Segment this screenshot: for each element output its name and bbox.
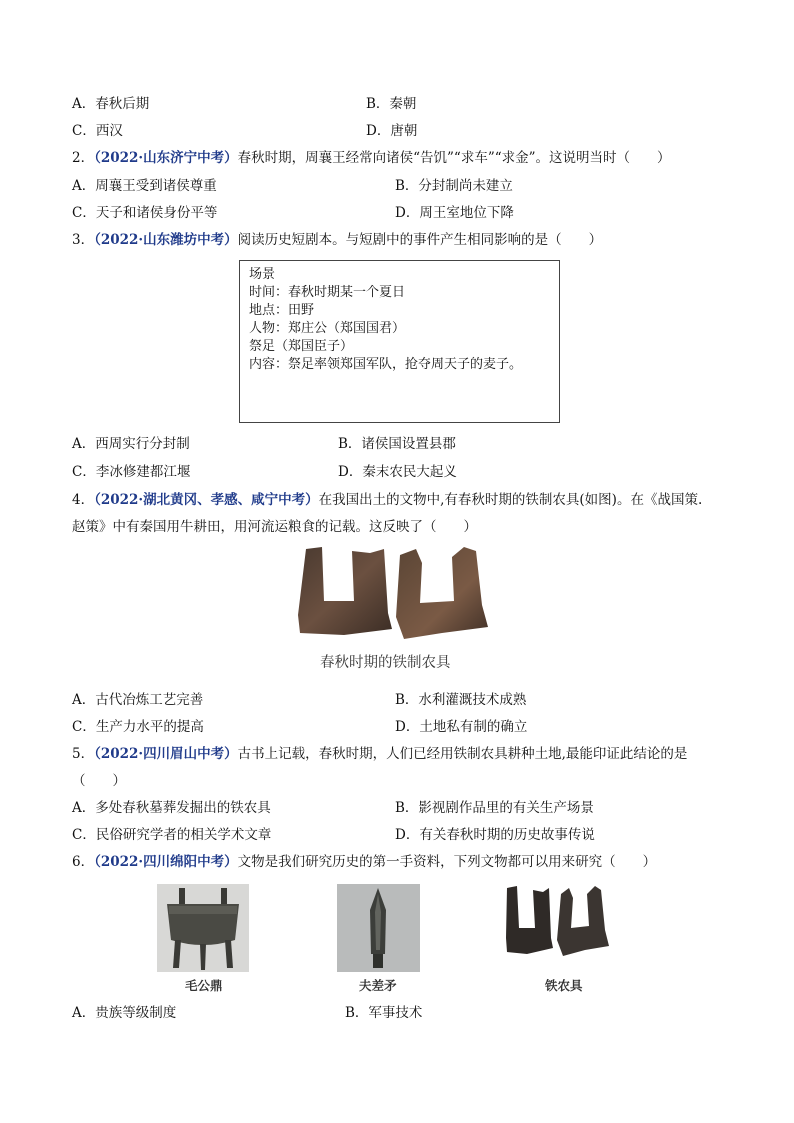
q2-number: 2． <box>72 150 95 166</box>
q1-option-a: A．春秋后期 <box>72 96 150 112</box>
q4-stem-line-2: 赵策》中有秦国用牛耕田，用河流运粮食的记载。这反映了（ ） <box>72 519 477 535</box>
q2-option-b: B．分封制尚未建立 <box>395 178 513 194</box>
scene-content: 内容：祭足率领郑国军队，抢夺周天子的麦子。 <box>249 357 523 372</box>
q6-caption-tools: 铁农具 <box>545 978 583 993</box>
q2-option-d: D．周王室地位下降 <box>395 205 514 221</box>
iron-tools-image <box>292 543 507 643</box>
q3-stem-line <box>72 230 602 250</box>
q6-stem-line <box>72 852 656 872</box>
q3-option-d: D．秦末农民大起义 <box>338 464 457 480</box>
q5-option-a: A．多处春秋墓葬发掘出的铁农具 <box>72 800 271 816</box>
q1-option-c: C．西汉 <box>72 123 123 139</box>
q4-source: （2022·湖北黄冈、孝感、咸宁中考） <box>94 492 319 508</box>
q3-scene-box <box>239 260 560 423</box>
q6-option-a: A．贵族等级制度 <box>72 1005 177 1021</box>
q2-option-c: C．天子和诸侯身份平等 <box>72 205 218 221</box>
q2-stem: 春秋时期，周襄王经常向诸侯“告饥”“求车”“求金”。这说明当时（ ） <box>237 150 671 166</box>
q3-option-a: A．西周实行分封制 <box>72 436 190 452</box>
q3-option-c: C．李冰修建都江堰 <box>72 464 191 480</box>
q4-image-caption: 春秋时期的铁制农具 <box>320 655 451 671</box>
q5-option-d: D．有关春秋时期的历史故事传说 <box>395 827 595 843</box>
q4-option-b: B．水利灌溉技术成熟 <box>395 692 527 708</box>
scene-people: 人物：郑庄公（郑国国君） <box>249 321 406 336</box>
scene-people-2: 祭足（郑国臣子） <box>249 339 354 354</box>
q2-option-a: A．周襄王受到诸侯尊重 <box>72 178 217 194</box>
q5-option-b: B．影视剧作品里的有关生产场景 <box>395 800 594 816</box>
q5-stem-line-1 <box>72 744 687 764</box>
q4-option-c: C．生产力水平的提高 <box>72 719 204 735</box>
scene-time: 时间：春秋时期某一个夏日 <box>249 285 406 300</box>
q6-stem: 文物是我们研究历史的第一手资料，下列文物都可以用来研究（ ） <box>237 854 657 870</box>
q4-option-d: D．土地私有制的确立 <box>395 719 528 735</box>
mao-gong-ding-image <box>157 884 249 972</box>
scene-place: 地点：田野 <box>249 303 315 318</box>
q6-option-b: B．军事技术 <box>345 1005 423 1021</box>
q4-number: 4． <box>72 492 95 508</box>
q3-number: 3． <box>72 232 95 248</box>
q3-option-b: B．诸侯国设置县郡 <box>338 436 456 452</box>
q5-number: 5． <box>72 746 95 762</box>
q4-stem-1: 在我国出土的文物中,有春秋时期的铁制农具(如图)。在《战国策. <box>318 492 703 508</box>
iron-farm-tools-image <box>503 884 613 958</box>
q4-stem-line-1 <box>72 490 702 510</box>
q5-stem-line-2: （ ） <box>72 773 126 789</box>
iron-tool-left <box>298 547 392 635</box>
q5-stem-1: 古书上记载，春秋时期，人们已经用铁制农具耕种土地,最能印证此结论的是 <box>237 746 688 762</box>
q1-option-b: B．秦朝 <box>366 96 417 112</box>
q6-source: （2022·四川绵阳中考） <box>94 854 238 870</box>
q5-source: （2022·四川眉山中考） <box>94 746 238 762</box>
fu-chai-spear-image <box>337 884 420 972</box>
q3-source: （2022·山东潍坊中考） <box>94 232 238 248</box>
q2-stem-line <box>72 148 671 168</box>
q6-number: 6． <box>72 854 95 870</box>
q2-source: （2022·山东济宁中考） <box>94 150 238 166</box>
q4-option-a: A．古代冶炼工艺完善 <box>72 692 204 708</box>
q6-caption-ding: 毛公鼎 <box>185 978 223 993</box>
q3-stem: 阅读历史短剧本。与短剧中的事件产生相同影响的是（ ） <box>237 232 603 248</box>
q1-option-d: D．唐朝 <box>366 123 418 139</box>
scene-title: 场景 <box>249 267 276 282</box>
q6-caption-spear: 夫差矛 <box>359 978 397 993</box>
iron-tool-right <box>396 547 488 639</box>
q5-option-c: C．民俗研究学者的相关学术文章 <box>72 827 272 843</box>
